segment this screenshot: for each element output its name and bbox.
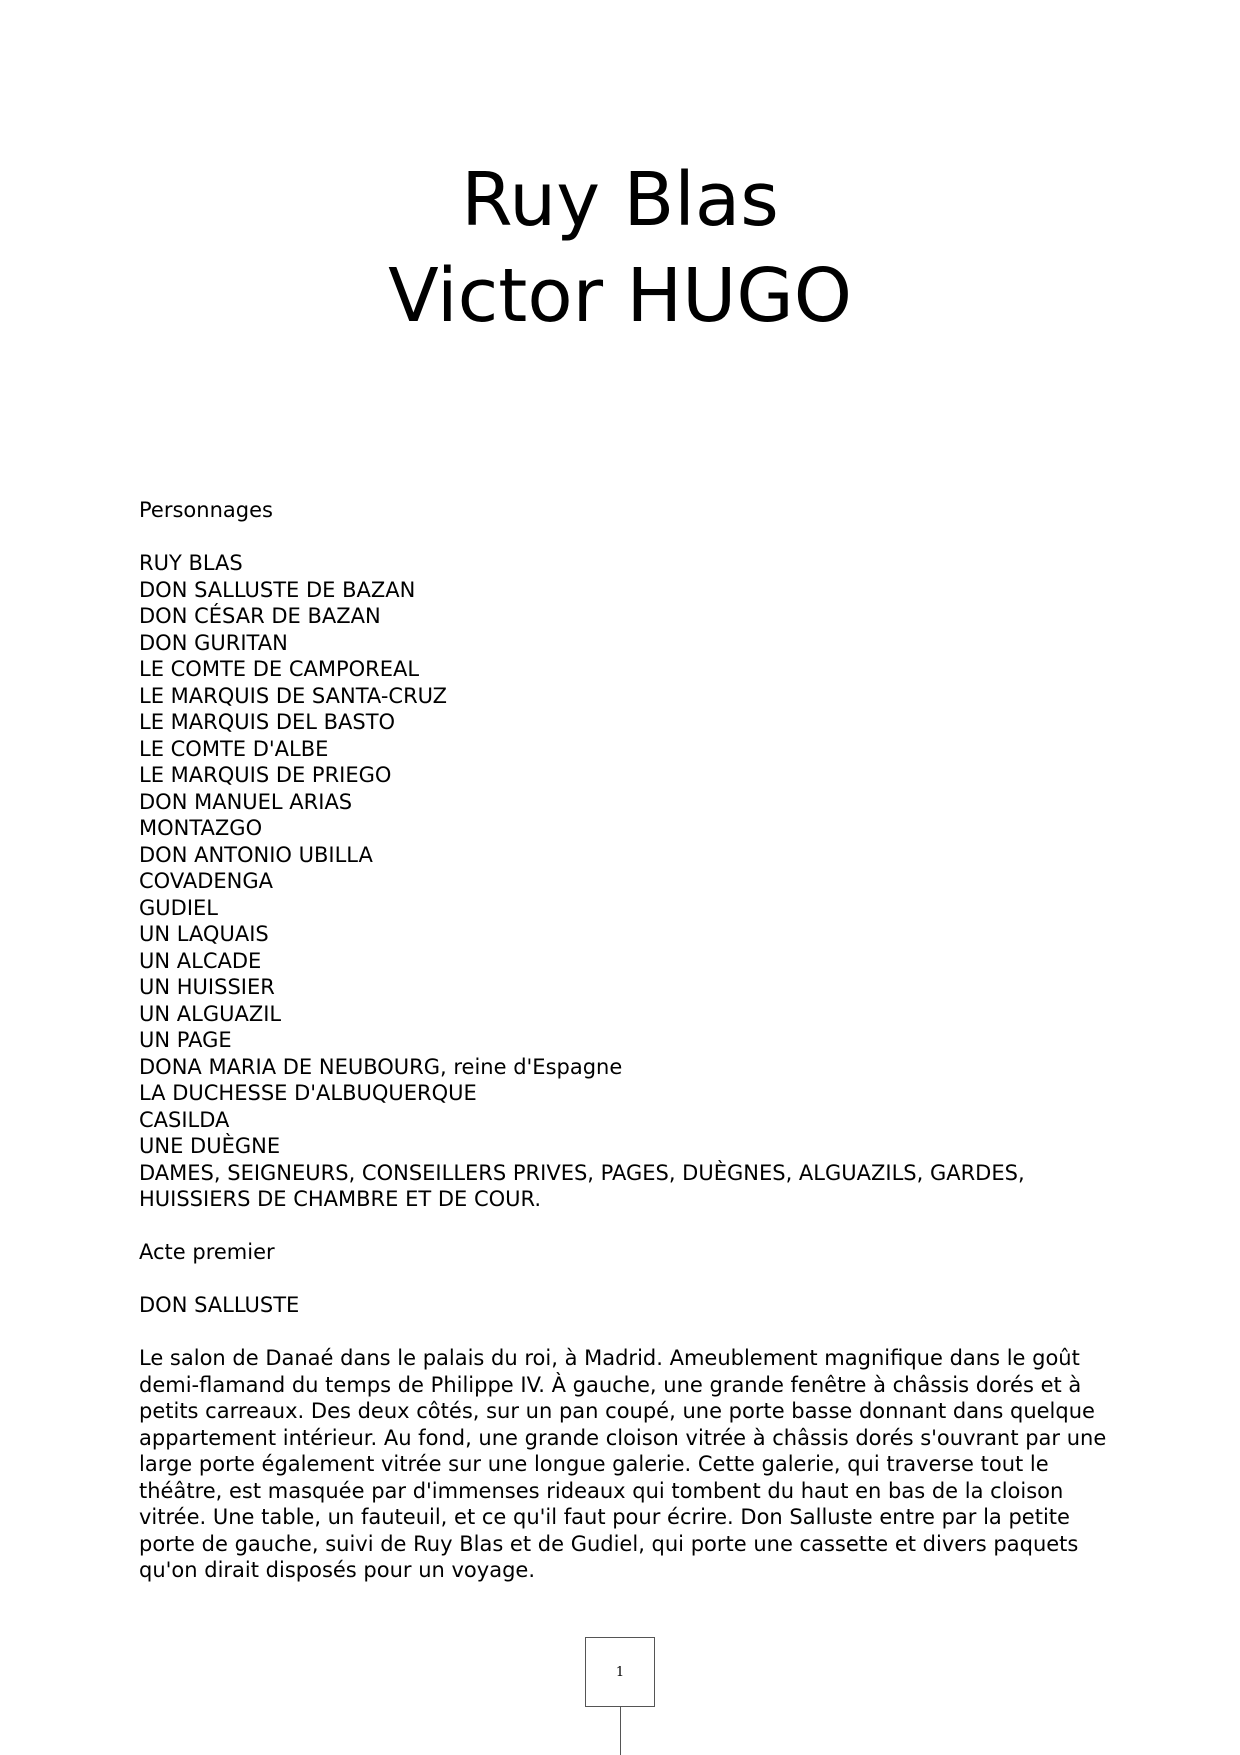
cast-item: LE MARQUIS DE PRIEGO [139, 763, 392, 787]
cast-item: LA DUCHESSE D'ALBUQUERQUE [139, 1081, 477, 1105]
title-play-name: Ruy Blas [461, 157, 779, 243]
document-title [0, 152, 1240, 344]
cast-item: RUY BLAS [139, 551, 243, 575]
footer-rule [620, 1707, 621, 1755]
cast-item: LE MARQUIS DE SANTA-CRUZ [139, 683, 448, 708]
personnages-heading: Personnages [139, 498, 273, 522]
cast-item: UN HUISSIER [139, 975, 275, 999]
act-heading: Acte premier [139, 1240, 275, 1264]
cast-item: CASILDA [139, 1107, 230, 1132]
page-number-box [585, 1637, 655, 1707]
cast-item: UN PAGE [139, 1028, 232, 1052]
stage-direction: Le salon de Danaé dans le palais du roi, à Madrid. Ameublement magnifique dans le goût demi-flamand du temps de Philippe IV. À gauche, une grande fenêtre à châssis dorés et à petits carreaux. Des deux côtés, sur un pan coupé, une porte basse donnant dans quelque appartement intérieur. Au fond, une grande cloison vitrée à châssis dorés s'ouvrant par une large porte également vitrée sur une longue galerie. Cette galerie, qui traverse tout le théâtre, est masquée par d'immenses rideaux qui tombent du haut en bas de la cloison vitrée. Une table, un fauteuil, et ce qu'il faut pour écrire. Don Salluste entre par la petite porte de gauche, suivi de Ruy Blas et de Gudiel, qui porte une cassette et divers paquets qu'on dirait disposés pour un voyage. [139, 1346, 1107, 1582]
cast-item: LE MARQUIS DEL BASTO [139, 710, 396, 734]
document-body [139, 497, 1129, 1584]
cast-item: COVADENGA [139, 869, 273, 893]
cast-item: UN LAQUAIS [139, 922, 269, 946]
spacer [139, 1213, 1129, 1240]
cast-item: DON MANUEL ARIAS [139, 789, 353, 814]
cast-item: UNE DUÈGNE [139, 1134, 281, 1158]
cast-item: LE COMTE D'ALBE [139, 736, 329, 761]
cast-item: DON SALLUSTE DE BAZAN [139, 577, 416, 602]
cast-item: MONTAZGO [139, 816, 263, 840]
cast-item: GUDIEL [139, 895, 218, 920]
title-author: Victor HUGO [388, 253, 852, 339]
cast-item: UN ALCADE [139, 948, 262, 973]
spacer [139, 524, 1129, 551]
cast-list [139, 550, 1129, 1213]
spacer [139, 1266, 1129, 1293]
page-number: 1 [615, 1664, 625, 1680]
spacer [139, 1319, 1129, 1346]
cast-item: DONA MARIA DE NEUBOURG, reine d'Espagne [139, 1054, 623, 1079]
scene-title: DON SALLUSTE [139, 1293, 300, 1317]
cast-item: DON CÉSAR DE BAZAN [139, 604, 381, 628]
cast-item: UN ALGUAZIL [139, 1001, 282, 1026]
cast-item: LE COMTE DE CAMPOREAL [139, 657, 420, 681]
cast-item: DON ANTONIO UBILLA [139, 842, 373, 867]
cast-item: DON GURITAN [139, 630, 288, 655]
cast-item: DAMES, SEIGNEURS, CONSEILLERS PRIVES, PAGES, DUÈGNES, ALGUAZILS, GARDES, HUISSIERS DE CHAMBRE ET DE COUR. [139, 1160, 1025, 1211]
